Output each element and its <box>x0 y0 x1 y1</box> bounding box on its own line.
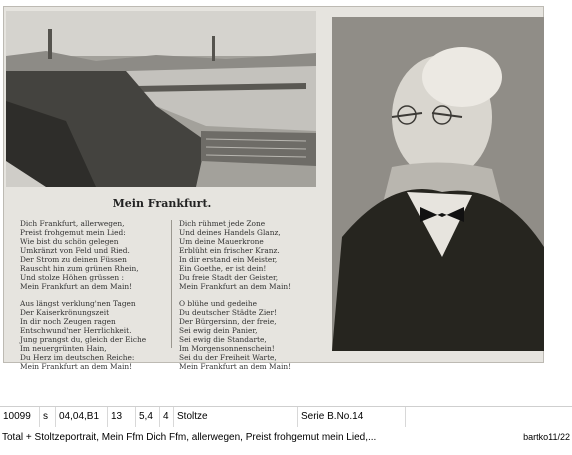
poem-column-right <box>179 219 291 379</box>
poem-line: Der Kaiserkrönungszeit <box>20 308 110 317</box>
poem-stanza <box>179 299 291 371</box>
poem-stanza <box>179 219 291 291</box>
record-number-3[interactable]: 4 <box>160 407 174 427</box>
poem-line: Im Morgensonnenschein! <box>179 344 275 353</box>
reference-code[interactable]: bartko11/22 <box>523 432 570 442</box>
poem-line: Du Herz im deutschen Reiche: <box>20 353 135 362</box>
catalog-record-row <box>0 406 572 428</box>
poem-line: O blühe und gedeihe <box>179 299 258 308</box>
record-series[interactable]: Serie B.No.14 <box>298 407 406 427</box>
poem-line: Und deines Handels Glanz, <box>179 228 281 237</box>
poem-line: Um deine Mauerkrone <box>179 237 264 246</box>
column-divider <box>171 220 172 348</box>
description-row <box>0 427 572 449</box>
record-number-1[interactable]: 13 <box>108 407 136 427</box>
poem-line: Erblüht ein frischer Kranz. <box>179 246 280 255</box>
poem-line: Mein Frankfurt an dem Main! <box>20 282 133 291</box>
poem-stanza <box>20 219 146 291</box>
record-number-2[interactable]: 5,4 <box>136 407 160 427</box>
poem-line: Du deutscher Städte Zier! <box>179 308 278 317</box>
frankfurt-panorama-image <box>6 11 316 187</box>
poem-line: Aus längst verklung'nen Tagen <box>20 299 136 308</box>
record-code[interactable]: s <box>40 407 56 427</box>
poem-line: In dir noch Zeugen ragen <box>20 317 116 326</box>
description-text[interactable]: Total + Stoltzeportrait, Mein Ffm Dich Ffm, allerwegen, Preist frohgemut mein Lied,... <box>2 432 377 443</box>
poem-line: Wie bist du schön gelegen <box>20 237 119 246</box>
poem-line: Der Strom zu deinen Füssen <box>20 255 127 264</box>
poem-line: Sei ewig die Standarte, <box>179 335 267 344</box>
poem-line: Entschwund'ner Herrlichkeit. <box>20 326 132 335</box>
poem-line: Rauscht hin zum grünen Rhein, <box>20 264 139 273</box>
poem-line: Preist frohgemut mein Lied: <box>20 228 126 237</box>
record-name[interactable]: Stoltze <box>174 407 298 427</box>
poem-line: Ein Goethe, er ist dein! <box>179 264 267 273</box>
poem-line: Sei ewig dein Panier, <box>179 326 258 335</box>
poem-line: Mein Frankfurt an dem Main! <box>179 362 292 371</box>
poem-line: Im neuergrünten Hain, <box>20 344 107 353</box>
poem-line: Jung prangst du, gleich der Eiche <box>20 335 147 344</box>
poem-line: Mein Frankfurt an dem Main! <box>179 282 292 291</box>
poem-line: In dir erstand ein Meister, <box>179 255 278 264</box>
poem-line: Und stolze Höhen grüssen : <box>20 273 124 282</box>
poem-line: Mein Frankfurt an dem Main! <box>20 362 133 371</box>
poem-column-left <box>20 219 146 379</box>
poem-stanza <box>20 299 146 371</box>
poem-line: Sei du der Freiheit Warte, <box>179 353 277 362</box>
poem-line: Dich rühmet jede Zone <box>179 219 266 228</box>
postcard <box>3 6 544 371</box>
record-id[interactable]: 10099 <box>0 407 40 427</box>
record-date[interactable]: 04,04,B1 <box>56 407 108 427</box>
poem-title: Mein Frankfurt. <box>112 197 212 210</box>
stoltze-portrait-image <box>332 17 544 351</box>
poem-line: Dich Frankfurt, allerwegen, <box>20 219 125 228</box>
poem-line: Der Bürgersinn, der freie, <box>179 317 277 326</box>
poem-line: Umkränzt von Feld und Ried. <box>20 246 130 255</box>
poem-line: Du freie Stadt der Geister, <box>179 273 279 282</box>
